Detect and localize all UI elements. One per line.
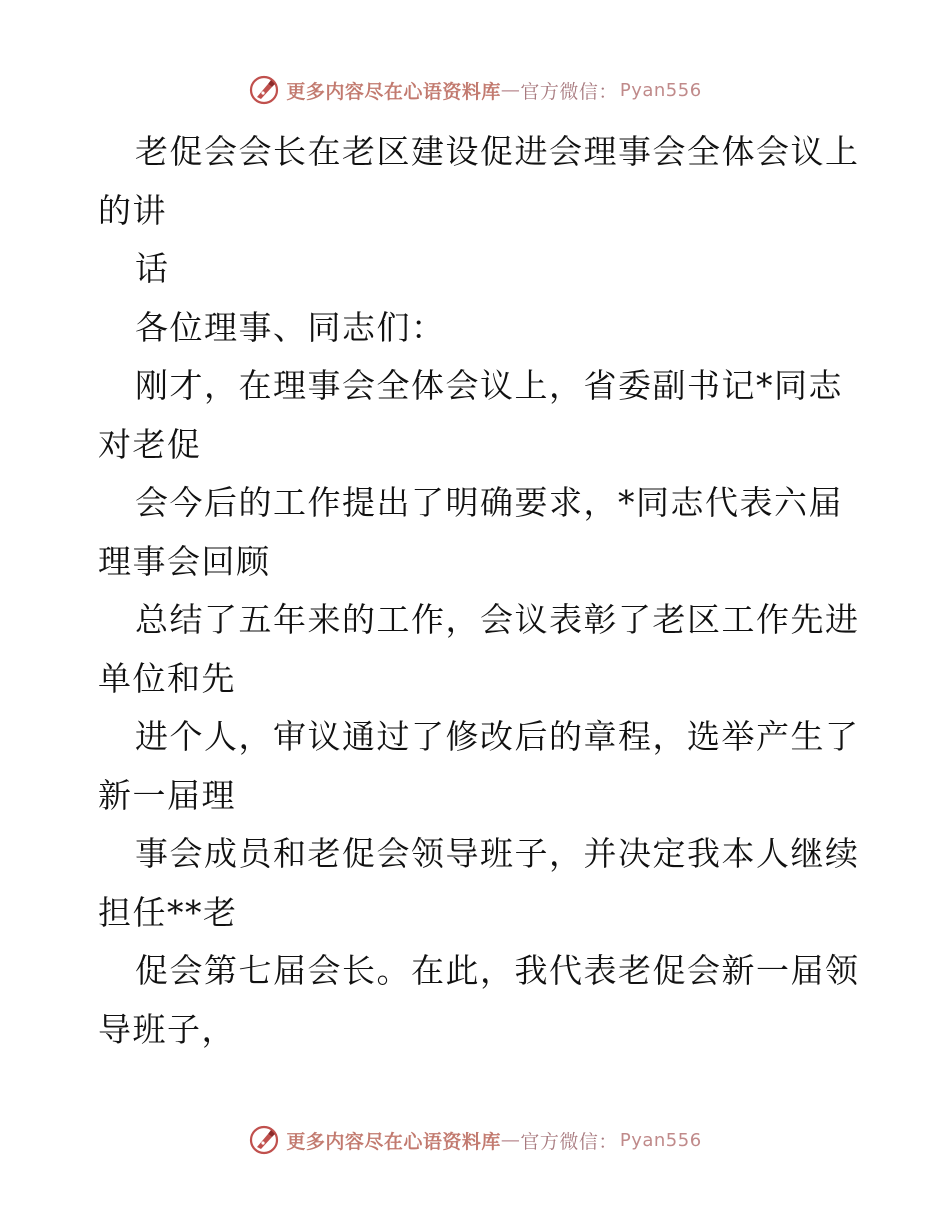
text-line: 担任**老: [98, 892, 238, 932]
watermark-text: 更多内容尽在心语资料库: [286, 1130, 501, 1153]
header-watermark: [0, 72, 950, 108]
text-line: 的讲: [98, 190, 167, 230]
watermark-wechat-id: Pyan556: [619, 1129, 702, 1151]
text-line: 老促会会长在老区建设促进会理事会全体会议上: [135, 132, 860, 171]
text-line: 促会第七届会长。在此，我代表老促会新一届领: [135, 951, 860, 990]
text-line: 各位理事、同志们：: [135, 307, 446, 347]
text-line: 导班子，: [98, 1009, 236, 1049]
text-line: 理事会回顾: [98, 541, 271, 581]
watermark-suffix: 官方微信：: [520, 80, 618, 103]
watermark-suffix: 官方微信：: [520, 1130, 618, 1153]
watermark-wechat-id: Pyan556: [619, 79, 702, 101]
pen-nib-seal-icon: [248, 1124, 280, 1156]
text-line: 单位和先: [98, 658, 236, 698]
text-line: 事会成员和老促会领导班子，并决定我本人继续: [135, 834, 860, 873]
footer-watermark: [0, 1122, 950, 1158]
watermark-text: 更多内容尽在心语资料库: [286, 80, 501, 103]
text-line: 对老促: [98, 424, 202, 464]
text-line: 进个人，审议通过了修改后的章程，选举产生了: [135, 717, 860, 756]
pen-nib-seal-icon: [248, 74, 280, 106]
text-line: 新一届理: [98, 775, 236, 815]
text-line: 话: [135, 249, 170, 288]
document-body: [98, 123, 868, 1059]
watermark-dash: —: [500, 79, 521, 101]
text-line: 总结了五年来的工作，会议表彰了老区工作先进: [135, 600, 860, 639]
text-line: 会今后的工作提出了明确要求，*同志代表六届: [135, 483, 843, 522]
watermark-dash: —: [500, 1129, 521, 1151]
text-line: 刚才，在理事会全体会议上，省委副书记*同志: [135, 366, 843, 405]
